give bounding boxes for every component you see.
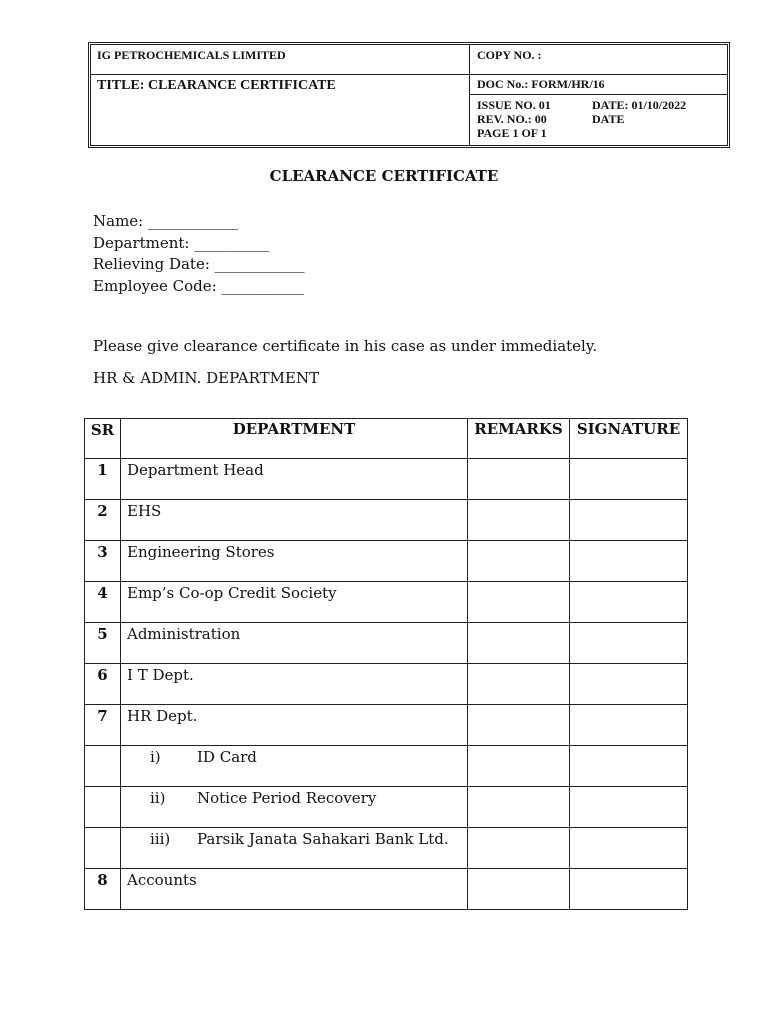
table-row — [85, 582, 688, 623]
sr-cell: 3 — [85, 541, 121, 582]
department-label: Engineering Stores — [127, 543, 275, 561]
table-row — [85, 705, 688, 746]
sr-cell — [85, 787, 121, 828]
sr-cell: 7 — [85, 705, 121, 746]
relieving-date-field: Relieving Date: ____________ — [93, 255, 305, 273]
signature-cell[interactable] — [570, 459, 688, 500]
header-divider — [469, 45, 470, 145]
table-row — [85, 500, 688, 541]
table-row — [85, 664, 688, 705]
sr-header: SR — [85, 419, 121, 459]
revision-date: DATE — [592, 112, 625, 126]
revision-number: REV. NO.: 00 — [477, 112, 547, 126]
department-cell — [121, 787, 468, 828]
signature-cell[interactable] — [570, 664, 688, 705]
department-label: Emp’s Co-op Credit Society — [127, 584, 337, 602]
page-number: PAGE 1 OF 1 — [477, 126, 547, 140]
department-cell — [121, 869, 468, 910]
header-divider — [469, 94, 727, 95]
signature-header: SIGNATURE — [570, 419, 688, 459]
signature-cell[interactable] — [570, 541, 688, 582]
department-label: EHS — [127, 502, 162, 520]
table-row — [85, 828, 688, 869]
department-cell — [121, 459, 468, 500]
table-row — [85, 623, 688, 664]
department-cell — [121, 664, 468, 705]
sub-item-label: Notice Period Recovery — [197, 789, 377, 807]
document-title: TITLE: CLEARANCE CERTIFICATE — [97, 78, 336, 93]
sub-item-label: Parsik Janata Sahakari Bank Ltd. — [197, 830, 449, 848]
table-row — [85, 787, 688, 828]
sub-item-number: i) — [150, 748, 161, 766]
department-label: HR Dept. — [127, 707, 198, 725]
sr-cell: 8 — [85, 869, 121, 910]
signature-cell[interactable] — [570, 869, 688, 910]
form-title: CLEARANCE CERTIFICATE — [269, 167, 499, 185]
remarks-cell[interactable] — [468, 459, 570, 500]
sub-item — [121, 787, 467, 807]
employee-fields — [93, 211, 305, 297]
table-row — [85, 869, 688, 910]
remarks-cell[interactable] — [468, 664, 570, 705]
department-label: Accounts — [127, 871, 197, 889]
signature-cell[interactable] — [570, 582, 688, 623]
employee-code-field: Employee Code: ___________ — [93, 276, 304, 295]
signature-cell[interactable] — [570, 623, 688, 664]
sub-item — [121, 746, 467, 766]
remarks-cell[interactable] — [468, 541, 570, 582]
sub-item-number: ii) — [150, 789, 166, 807]
copy-number: COPY NO. : — [477, 48, 542, 62]
clearance-table — [84, 418, 688, 910]
name-field: Name: ____________ — [93, 212, 238, 230]
table-row — [85, 746, 688, 787]
remarks-cell[interactable] — [468, 500, 570, 541]
sr-cell — [85, 828, 121, 869]
table-row — [85, 459, 688, 500]
department-cell — [121, 541, 468, 582]
signature-cell[interactable] — [570, 746, 688, 787]
sr-cell — [85, 746, 121, 787]
remarks-cell[interactable] — [468, 828, 570, 869]
sr-cell: 4 — [85, 582, 121, 623]
sr-cell: 1 — [85, 459, 121, 500]
signature-cell[interactable] — [570, 828, 688, 869]
remarks-header: REMARKS — [468, 419, 570, 459]
table-row — [85, 541, 688, 582]
remarks-cell[interactable] — [468, 746, 570, 787]
company-name: IG PETROCHEMICALS LIMITED — [97, 48, 286, 62]
remarks-cell[interactable] — [468, 623, 570, 664]
department-cell — [121, 582, 468, 623]
sr-cell: 6 — [85, 664, 121, 705]
department-label: Department Head — [127, 461, 264, 479]
department-header: DEPARTMENT — [121, 419, 468, 459]
remarks-cell[interactable] — [468, 705, 570, 746]
department-field: Department: __________ — [93, 233, 270, 252]
sub-item-number: iii) — [150, 830, 171, 848]
header-divider — [91, 74, 727, 75]
department-cell — [121, 705, 468, 746]
issue-date: DATE: 01/10/2022 — [592, 98, 687, 112]
department-cell — [121, 828, 468, 869]
sub-item-label: ID Card — [197, 748, 257, 766]
department-label: I T Dept. — [127, 666, 194, 684]
document-header — [88, 42, 730, 148]
sr-cell: 2 — [85, 500, 121, 541]
remarks-cell[interactable] — [468, 582, 570, 623]
department-cell — [121, 746, 468, 787]
signature-cell[interactable] — [570, 500, 688, 541]
remarks-cell[interactable] — [468, 869, 570, 910]
remarks-cell[interactable] — [468, 787, 570, 828]
table-header-row — [85, 419, 688, 459]
department-cell — [121, 623, 468, 664]
request-text: Please give clearance certificate in his case as under immediately. — [93, 337, 598, 355]
sub-item — [121, 828, 467, 848]
from-department: HR & ADMIN. DEPARTMENT — [93, 369, 320, 387]
signature-cell[interactable] — [570, 787, 688, 828]
department-cell — [121, 500, 468, 541]
sr-cell: 5 — [85, 623, 121, 664]
document-number: DOC No.: FORM/HR/16 — [477, 77, 605, 91]
signature-cell[interactable] — [570, 705, 688, 746]
department-label: Administration — [127, 625, 241, 643]
issue-number: ISSUE NO. 01 — [477, 98, 551, 112]
